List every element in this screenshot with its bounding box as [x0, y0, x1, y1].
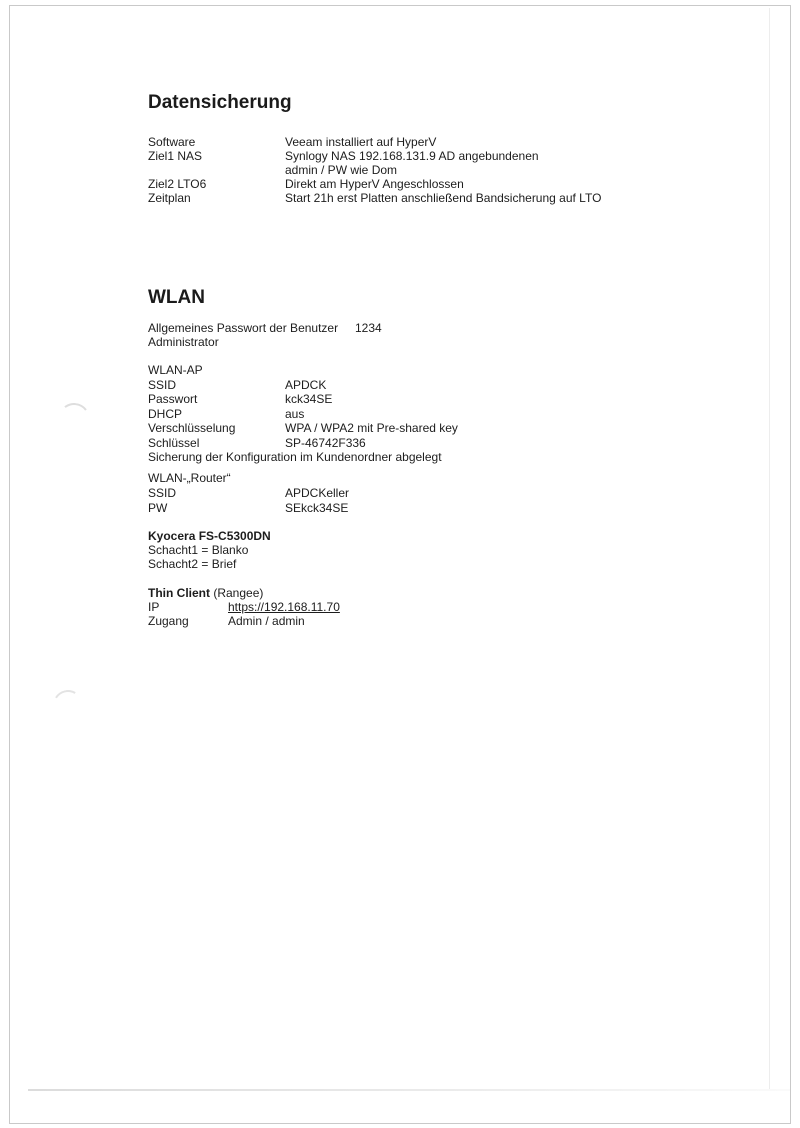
spec-row — [148, 436, 458, 451]
row-label: Verschlüsselung — [148, 421, 236, 435]
row-value: Veeam installiert auf HyperV — [285, 135, 437, 149]
spec-row — [148, 614, 340, 628]
datensicherung-table — [148, 135, 601, 205]
row-label: Ziel1 NAS — [148, 149, 203, 163]
wlan-ap-heading: WLAN-AP — [148, 363, 203, 377]
spec-row — [148, 486, 349, 501]
row-value: aus — [285, 406, 305, 421]
row-label: Zeitplan — [148, 191, 191, 205]
spec-row — [148, 149, 601, 163]
row-label: Ziel2 LTO6 — [148, 177, 207, 191]
wlan-router-heading: WLAN-„Router“ — [148, 471, 231, 485]
wlan-ap-table — [148, 363, 458, 465]
row-label: Schlüssel — [148, 435, 200, 450]
row-value: kck34SE — [285, 392, 333, 406]
general-password-row — [148, 321, 382, 335]
row-label: Zugang — [148, 614, 189, 628]
thin-client-block — [148, 586, 340, 628]
row-value: APDCKeller — [285, 486, 350, 500]
row-value: Synlogy NAS 192.168.131.9 AD angebundenen — [285, 149, 539, 163]
row-label: DHCP — [148, 406, 183, 421]
row-value: Start 21h erst Platten anschließend Bandsicherung auf LTO — [285, 191, 602, 205]
row-value: WPA / WPA2 mit Pre-shared key — [285, 421, 458, 435]
section-title-wlan: WLAN — [148, 287, 205, 308]
row-label: SSID — [148, 377, 177, 392]
wlan-ap-note: Sicherung der Konfiguration im Kundenordner abgelegt — [148, 450, 442, 464]
spec-row — [148, 135, 601, 149]
row-label: SSID — [148, 486, 177, 500]
row-label: Passwort — [148, 392, 198, 406]
kyocera-tray2-line: Schacht2 = Brief — [148, 557, 237, 571]
row-label: IP — [148, 600, 160, 614]
spec-row — [148, 407, 458, 422]
general-password-label: Allgemeines Passwort der Benutzer — [148, 321, 339, 335]
punch-hole-mark-top — [56, 401, 92, 437]
kyocera-tray1-line: Schacht1 = Blanko — [148, 543, 249, 557]
spec-row — [148, 191, 601, 205]
general-password-value: 1234 — [355, 321, 382, 335]
kyocera-printer-block — [148, 529, 271, 571]
punch-hole-mark-bottom — [50, 687, 86, 723]
row-value: Admin / admin — [228, 614, 305, 628]
kyocera-heading: Kyocera FS-C5300DN — [148, 529, 271, 543]
section-title-datensicherung: Datensicherung — [148, 92, 292, 113]
general-password-label-line2: Administrator — [148, 335, 219, 349]
row-label: Software — [148, 135, 196, 149]
thin-client-heading-bold: Thin Client — [148, 586, 210, 600]
spec-row — [148, 600, 340, 614]
spec-row — [148, 392, 458, 407]
row-value: Direkt am HyperV Angeschlossen — [285, 177, 464, 191]
spec-row — [148, 501, 349, 516]
spec-row — [148, 163, 601, 177]
paper-edge-shadow-right — [769, 8, 770, 1090]
spec-row — [148, 177, 601, 191]
wlan-router-table — [148, 471, 349, 516]
wlan-general-password — [148, 321, 382, 349]
paper-edge-shadow-bottom — [28, 1089, 790, 1091]
row-label: PW — [148, 501, 168, 515]
spec-row — [148, 421, 458, 436]
row-value: APDCK — [285, 377, 327, 392]
row-value: SP-46742F336 — [285, 435, 366, 450]
row-value: admin / PW wie Dom — [285, 163, 398, 177]
spec-row — [148, 378, 458, 393]
row-value: SEkck34SE — [285, 501, 349, 515]
thin-client-heading — [148, 586, 340, 600]
thin-client-heading-suffix: (Rangee) — [210, 586, 264, 600]
thin-client-ip-link[interactable]: https://192.168.11.70 — [228, 600, 340, 614]
